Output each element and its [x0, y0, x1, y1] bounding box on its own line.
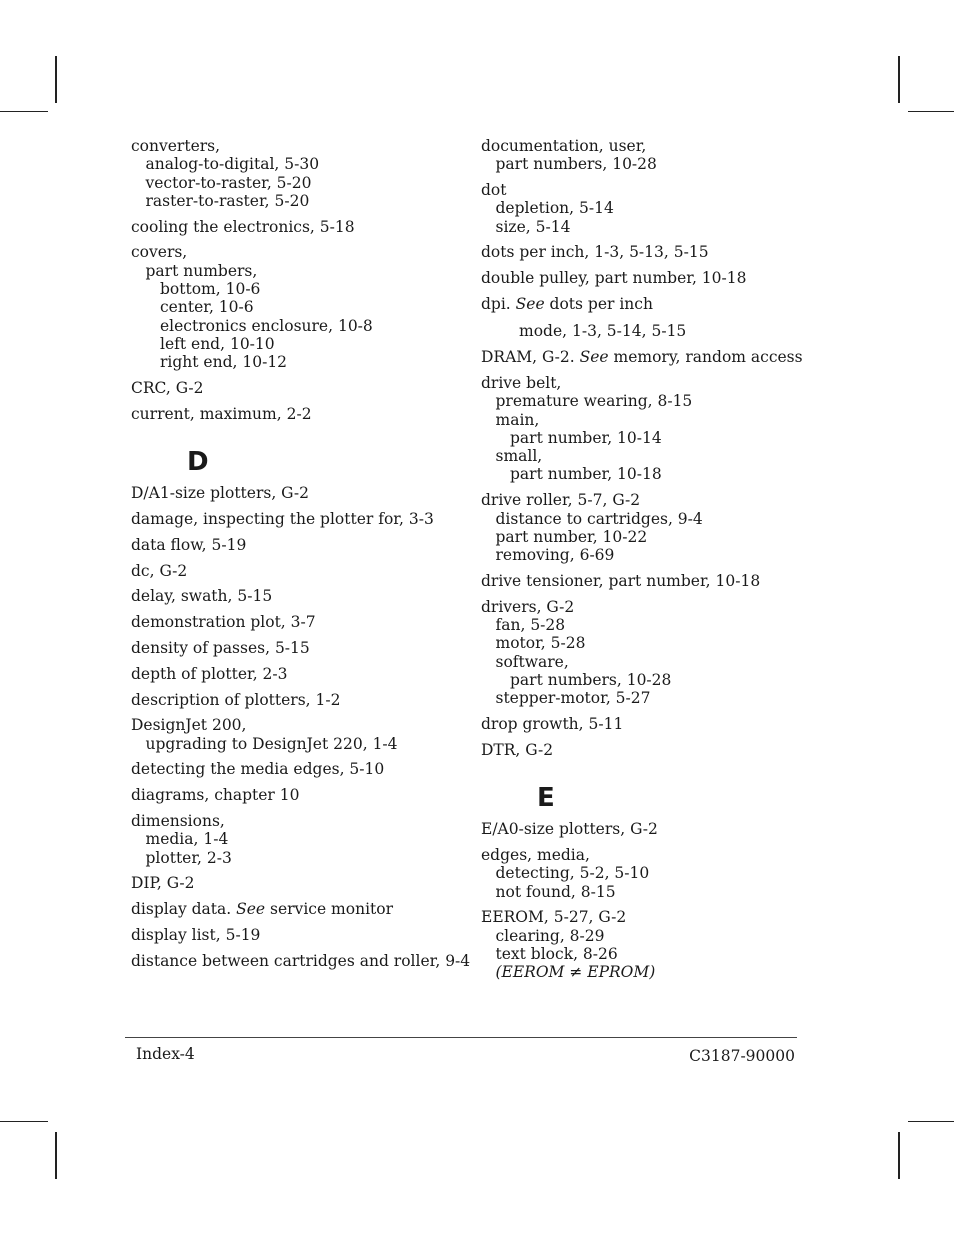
crop-mark: [898, 56, 900, 103]
index-entry: [131, 484, 461, 502]
index-entry: [481, 181, 811, 236]
index-subterm: depletion, 5-14: [495, 199, 614, 218]
index-subterm: raster-to-raster, 5-20: [145, 191, 310, 210]
crop-mark: [55, 1132, 57, 1179]
index-entry: [131, 900, 461, 918]
index-entry: [481, 908, 811, 981]
index-entry: [481, 137, 811, 174]
index-entry: [131, 587, 461, 605]
index-entry: [481, 846, 811, 901]
index-entry: [481, 598, 811, 708]
term-text: memory, random access: [608, 348, 803, 367]
index-entry: [481, 295, 811, 313]
index-term: data flow, 5-19: [131, 535, 247, 554]
index-subterm: mode, 1-3, 5-14, 5-15: [519, 322, 687, 341]
index-term: converters,: [131, 137, 221, 155]
crop-mark: [55, 56, 57, 103]
crop-mark: [0, 111, 48, 112]
section-letter: E: [537, 783, 555, 814]
index-subterm: upgrading to DesignJet 220, 1-4: [145, 734, 398, 753]
index-entry: [131, 926, 461, 944]
index-entry: [131, 613, 461, 631]
index-entry: [481, 243, 811, 261]
index-term: dot: [481, 181, 507, 200]
index-entry: [131, 510, 461, 528]
index-term: drivers, G-2: [481, 597, 575, 616]
index-term: CRC, G-2: [131, 379, 204, 398]
index-subterm: small,: [495, 447, 543, 466]
index-entry: [481, 572, 811, 590]
index-term: [131, 900, 461, 918]
index-term: diagrams, chapter 10: [131, 786, 300, 805]
index-term: DTR, G-2: [481, 740, 554, 759]
index-subterm: distance to cartridges, 9-4: [495, 509, 703, 528]
term-text: display data.: [131, 900, 237, 919]
document-number: C3187-90000: [689, 1047, 795, 1065]
index-entry: [131, 137, 461, 210]
index-term: dimensions,: [131, 812, 225, 831]
index-term: damage, inspecting the plotter for, 3-3: [131, 509, 434, 528]
index-entry: [131, 812, 461, 867]
see-reference: See: [579, 348, 609, 367]
index-subterm: center, 10-6: [160, 298, 254, 317]
index-subterm: text block, 8-26: [495, 944, 618, 963]
index-term: density of passes, 5-15: [131, 638, 310, 657]
index-term: [481, 295, 811, 313]
index-subterm: media, 1-4: [145, 830, 229, 849]
index-term: drive tensioner, part number, 10-18: [481, 571, 761, 590]
see-reference: (EEROM ≠ EPROM): [495, 963, 656, 982]
index-subterm: bottom, 10-6: [160, 280, 261, 299]
see-reference: See: [236, 900, 266, 919]
index-term: edges, media,: [481, 845, 590, 864]
index-entry: [481, 491, 811, 564]
index-subterm: part number, 10-14: [510, 428, 662, 447]
index-term: cooling the electronics, 5-18: [131, 217, 355, 236]
index-term: E/A0-size plotters, G-2: [481, 820, 658, 839]
index-subterm: analog-to-digital, 5-30: [145, 155, 320, 174]
index-subterm: main,: [495, 410, 540, 429]
index-subterm: removing, 6-69: [495, 546, 615, 565]
see-reference: See: [515, 295, 545, 314]
index-subterm: premature wearing, 8-15: [495, 392, 693, 411]
term-text: dpi.: [481, 295, 516, 314]
index-entry: [481, 374, 811, 484]
index-term: dc, G-2: [131, 561, 188, 580]
index-subterm: electronics enclosure, 10-8: [160, 316, 373, 335]
term-text: dots per inch: [544, 295, 653, 314]
crop-mark: [908, 1121, 954, 1122]
index-subterm: part number, 10-22: [495, 527, 648, 546]
index-term: current, maximum, 2-2: [131, 404, 312, 423]
index-entry: [481, 348, 811, 366]
index-term: EEROM, 5-27, G-2: [481, 908, 627, 927]
index-entry: [131, 562, 461, 580]
index-entry: [481, 741, 811, 759]
index-entry: [131, 665, 461, 683]
index-term: demonstration plot, 3-7: [131, 613, 316, 632]
index-term: DIP, G-2: [131, 874, 195, 893]
index-entry: [131, 536, 461, 554]
index-term: [481, 348, 811, 366]
index-subterm: software,: [495, 652, 569, 671]
index-entry: [131, 760, 461, 778]
index-subterm: part numbers, 10-28: [495, 155, 657, 174]
index-term: dots per inch, 1-3, 5-13, 5-15: [481, 243, 709, 262]
index-subterm: size, 5-14: [495, 217, 571, 236]
index-entry: [481, 820, 811, 838]
page-number: Index-4: [136, 1045, 195, 1063]
crop-mark: [908, 111, 954, 112]
index-entry: [131, 405, 461, 423]
section-letter: D: [187, 447, 209, 478]
index-entry: [131, 218, 461, 236]
index-term: distance between cartridges and roller, 9-4: [131, 951, 471, 970]
index-term: DesignJet 200,: [131, 716, 247, 735]
index-subterm: [481, 963, 811, 981]
index-entry: [131, 243, 461, 371]
term-text: DRAM, G-2.: [481, 348, 580, 367]
footer-rule: [125, 1037, 797, 1038]
index-entry: [131, 951, 471, 970]
index-subterm: part numbers,: [145, 261, 258, 280]
index-term: detecting the media edges, 5-10: [131, 760, 385, 779]
index-subterm: left end, 10-10: [160, 334, 275, 353]
index-term: double pulley, part number, 10-18: [481, 269, 747, 288]
index-term: D/A1-size plotters, G-2: [131, 484, 309, 503]
index-term: display list, 5-19: [131, 926, 261, 944]
index-entry: [481, 322, 811, 340]
index-entry: [131, 639, 461, 657]
index-subterm: clearing, 8-29: [495, 926, 605, 945]
index-entry: [481, 269, 811, 287]
index-subterm: part number, 10-18: [510, 465, 662, 484]
index-term: drive belt,: [481, 373, 562, 392]
index-entry: [131, 786, 461, 804]
index-term: description of plotters, 1-2: [131, 690, 341, 709]
term-text: service monitor: [265, 900, 393, 919]
index-subterm: vector-to-raster, 5-20: [145, 173, 312, 192]
index-subterm: plotter, 2-3: [145, 848, 232, 867]
index-entry: [131, 874, 461, 892]
index-term: documentation, user,: [481, 137, 647, 155]
index-entry: [481, 715, 811, 733]
index-subterm: not found, 8-15: [495, 882, 616, 901]
index-subterm: motor, 5-28: [495, 634, 586, 653]
index-term: delay, swath, 5-15: [131, 587, 273, 606]
index-entry: [131, 691, 461, 709]
crop-mark: [898, 1132, 900, 1179]
index-entry: [131, 716, 461, 753]
index-term: drop growth, 5-11: [481, 715, 624, 734]
index-entry: [131, 379, 461, 397]
index-term: covers,: [131, 243, 188, 262]
index-column-right: [481, 137, 811, 989]
index-term: drive roller, 5-7, G-2: [481, 491, 641, 510]
index-subterm: detecting, 5-2, 5-10: [495, 864, 650, 883]
index-term: depth of plotter, 2-3: [131, 664, 288, 683]
index-subterm: stepper-motor, 5-27: [495, 689, 651, 708]
index-subterm: right end, 10-12: [160, 353, 288, 372]
index-subterm: part numbers, 10-28: [510, 670, 672, 689]
index-column-left: [131, 137, 471, 978]
crop-mark: [0, 1121, 48, 1122]
index-subterm: fan, 5-28: [495, 616, 566, 635]
